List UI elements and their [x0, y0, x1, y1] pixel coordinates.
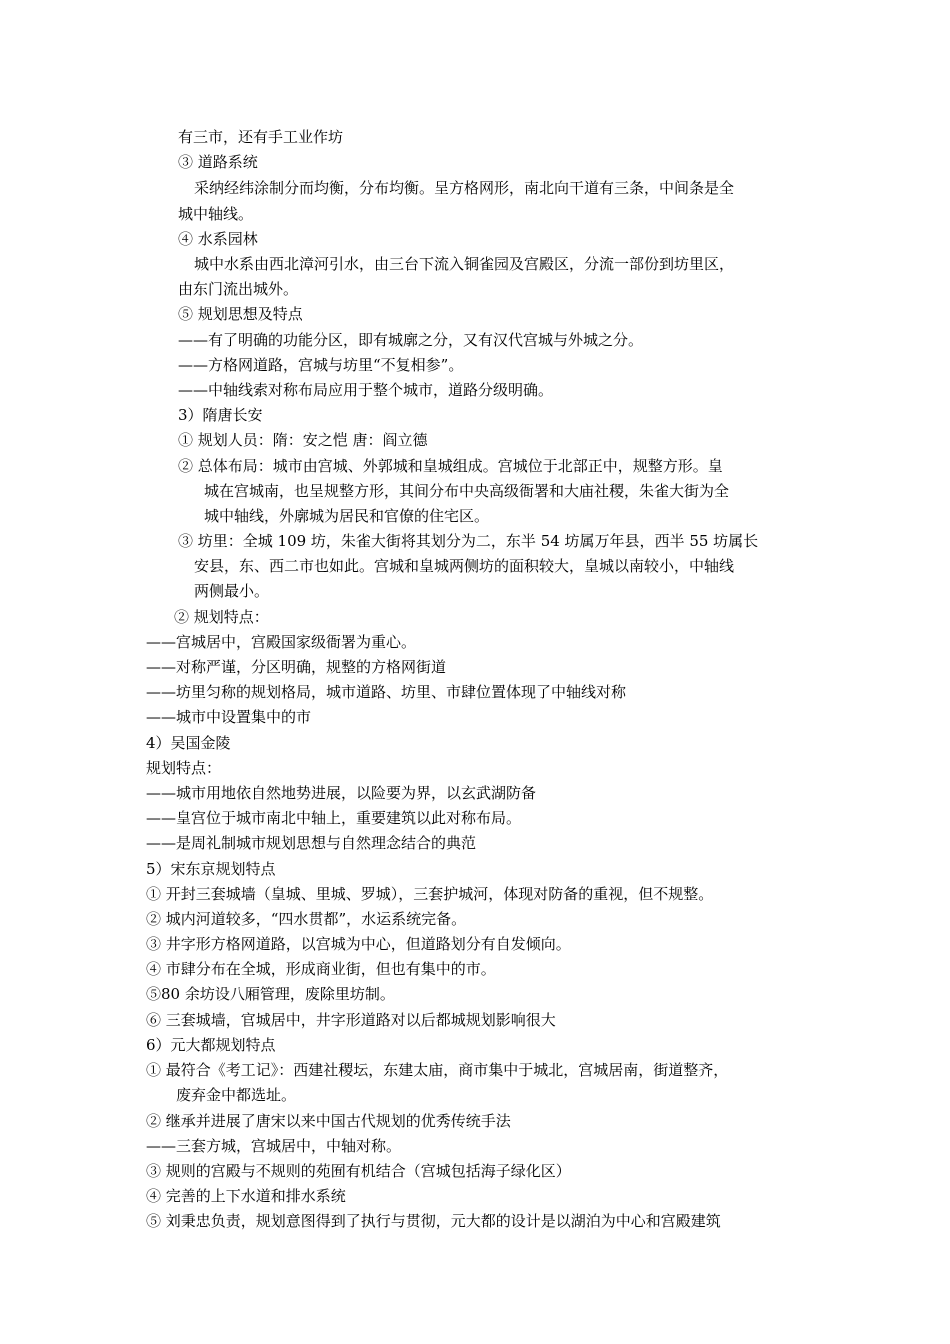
- text-line: 安县，东、西二市也如此。宫城和皇城两侧坊的面积较大，皇城以南较小，中轴线: [194, 557, 735, 575]
- text-line: ① 开封三套城墙（皇城、里城、罗城），三套护城河，体现对防备的重视，但不规整。: [146, 885, 714, 903]
- text-line: 有三市，还有手工业作坊: [178, 128, 344, 146]
- text-line: 采纳经纬涂制分而均衡，分布均衡。呈方格网形，南北向干道有三条，中间条是全: [194, 179, 735, 197]
- text-line: ① 规划人员：隋：安之恺 唐：阎立德: [178, 431, 428, 449]
- text-line: ④ 完善的上下水道和排水系统: [146, 1187, 346, 1205]
- text-line: ③ 坊里：全城 109 坊，朱雀大街将其划分为二，东半 54 坊属万年县，西半 55 坊属长: [178, 532, 759, 550]
- text-line: ——城市中设置集中的市: [146, 708, 312, 726]
- text-line: ⑤ 规划思想及特点: [178, 305, 303, 323]
- text-line: ⑤ 刘秉忠负责，规划意图得到了执行与贯彻，元大都的设计是以湖泊为中心和宫殿建筑: [146, 1212, 721, 1230]
- section-heading: 5）宋东京规划特点: [146, 860, 276, 878]
- text-line: ——有了明确的功能分区，即有城廓之分，又有汉代宫城与外城之分。: [178, 331, 644, 349]
- text-line: 城在宫城南，也呈规整方形，其间分布中央高级衙署和大庙社稷，朱雀大街为全: [204, 482, 730, 500]
- text-line: ③ 井字形方格网道路，以宫城为中心，但道路划分有自发倾向。: [146, 935, 571, 953]
- section-heading: 3）隋唐长安: [178, 406, 263, 424]
- text-line: ② 总体布局：城市由宫城、外郭城和皇城组成。宫城位于北部正中，规整方形。皇: [178, 457, 723, 475]
- text-line: ④ 市肆分布在全城，形成商业街，但也有集中的市。: [146, 960, 496, 978]
- section-heading: 4）吴国金陵: [146, 734, 231, 752]
- text-line: 城中轴线。: [178, 205, 254, 223]
- text-line: ② 城内河道较多，“四水贯都”，水运系统完备。: [146, 910, 467, 928]
- text-line: ——城市用地依自然地势进展，以险要为界，以玄武湖防备: [146, 784, 537, 802]
- text-line: 由东门流出城外。: [178, 280, 299, 298]
- text-line: ③ 规则的宫殿与不规则的苑囿有机结合（宫城包括海子绿化区）: [146, 1162, 571, 1180]
- text-line: ④ 水系园林: [178, 230, 258, 248]
- text-line: ——是周礼制城市规划思想与自然理念结合的典范: [146, 834, 477, 852]
- text-line: 城中水系由西北漳河引水，由三台下流入铜雀园及宫殿区，分流一部份到坊里区，: [194, 255, 735, 273]
- text-line: ——宫城居中，宫殿国家级衙署为重心。: [146, 633, 417, 651]
- text-line: 规划特点：: [146, 759, 222, 777]
- section-heading: 6）元大都规划特点: [146, 1036, 276, 1054]
- text-line: 废弃金中都选址。: [176, 1086, 297, 1104]
- text-line: ③ 道路系统: [178, 153, 258, 171]
- text-line: ② 继承并进展了唐宋以来中国古代规划的优秀传统手法: [146, 1112, 511, 1130]
- text-line: ——三套方城，宫城居中，中轴对称。: [146, 1137, 402, 1155]
- text-line: ——皇宫位于城市南北中轴上，重要建筑以此对称布局。: [146, 809, 522, 827]
- text-line: 两侧最小。: [194, 582, 270, 600]
- text-line: ——中轴线索对称布局应用于整个城市，道路分级明确。: [178, 381, 554, 399]
- text-line: ⑥ 三套城墙，官城居中，井字形道路对以后都城规划影响很大: [146, 1011, 556, 1029]
- text-line: ——方格网道路，宫城与坊里“不复相参”。: [178, 356, 464, 374]
- text-line: ——坊里匀称的规划格局，城市道路、坊里、市肆位置体现了中轴线对称: [146, 683, 627, 701]
- text-line: ① 最符合《考工记》：西建社稷坛，东建太庙，商市集中于城北，宫城居南，街道整齐，: [146, 1061, 729, 1079]
- text-line: ② 规划特点：: [174, 608, 269, 626]
- text-line: 城中轴线，外廓城为居民和官僚的住宅区。: [204, 507, 490, 525]
- text-line: ⑤80 余坊设八厢管理，废除里坊制。: [146, 985, 395, 1003]
- text-line: ——对称严谨，分区明确，规整的方格网街道: [146, 658, 447, 676]
